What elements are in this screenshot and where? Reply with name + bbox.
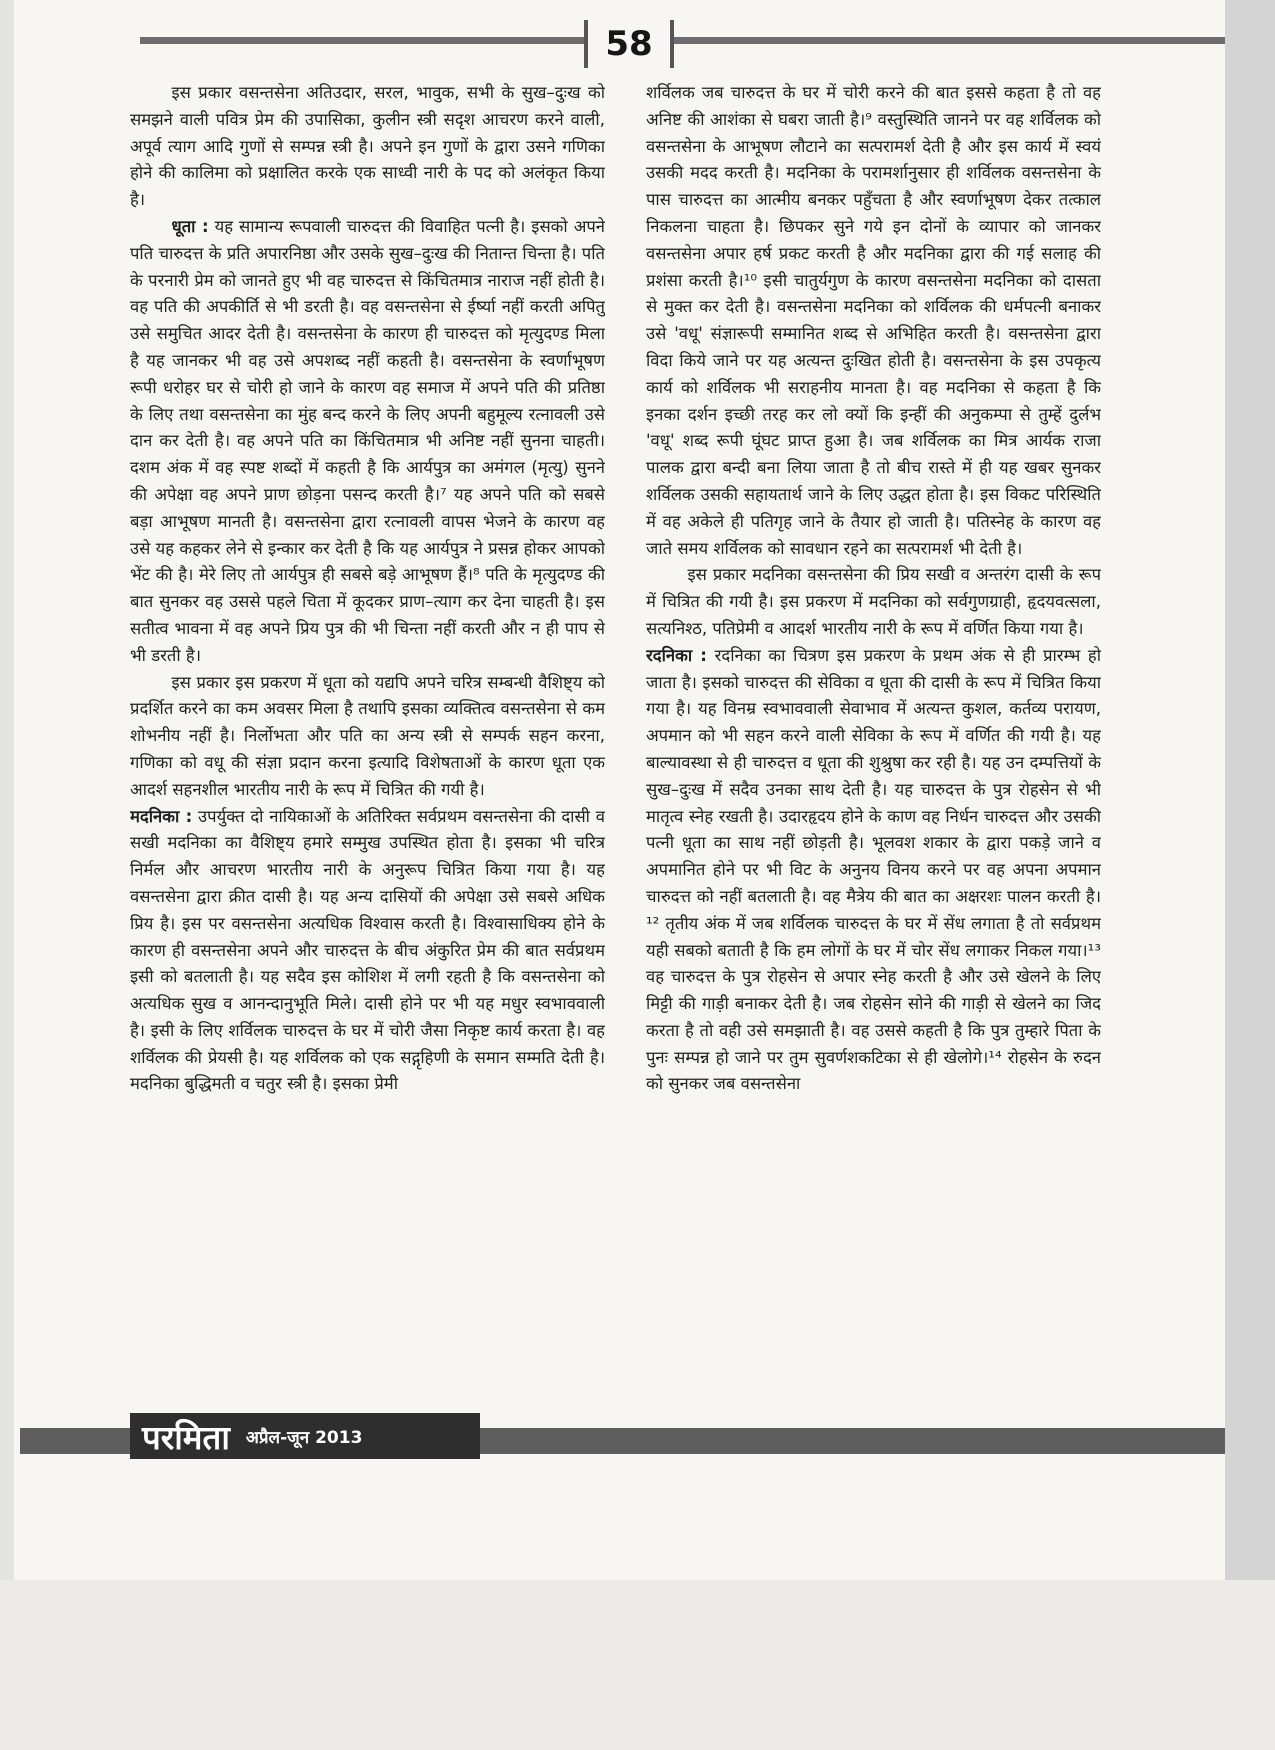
footer-brand bbox=[130, 1413, 480, 1459]
paragraph-text: शर्विलक जब चारुदत्त के घर में चोरी करने की बात इससे कहता है तो वह अनिष्ट की आशंका से घबरा जाती है।⁹ वस्तुस्थिति जानने पर वह शर्विलक को वसन्तसेना के आभूषण लौटाने का सत्परामर्श देती है और इस कार्य में स्वयं उसकी मदद करती है। मदनिका के परामर्शानुसार ही शर्विलक वसन्तसेना के पास चारुदत्त का आत्मीय बनकर पहुँचता है और स्वर्णाभूषण देकर तत्काल निकलना चाहता है। छिपकर सुने गये इन दोनों के व्यापार को जानकर वसन्तसेना अपार हर्ष प्रकट करती है और मदनिका द्वारा की गई सलाह की प्रशंसा करती है।¹⁰ इसी चातुर्यगुण के कारण वसन्तसेना मदनिका को दासता से मुक्त कर देती है। वसन्तसेना मदनिका को शर्विलक की धर्मपत्नी बनाकर उसे 'वधू' संज्ञारूपी सम्मानित शब्द से अभिहित करती है। वसन्तसेना द्वारा विदा किये जाने पर यह अत्यन्त दुःखित होती है। वसन्तसेना के इस उपकृत्य कार्य को शर्विलक भी सराहनीय मानता है। वह मदनिका से कहता है कि इनका दर्शन इच्छी तरह कर लो क्यों कि इन्हीं की अनुकम्पा से तुम्हें दुर्लभ 'वधू' शब्द रूपी घूंघट प्राप्त हुआ है। जब शर्विलक का मित्र आर्यक राजा पालक द्वारा बन्दी बना लिया जाता है तो बीच रास्ते में ही यह खबर सुनकर शर्विलक उसकी सहायतार्थ जाने के लिए उद्धत होता है। इस विकट परिस्थिति में वह अकेले ही पतिगृह जाने के तैयार हो जाती है। पतिस्नेह के कारण वह जाते समय शर्विलक को सावधान रहने का सत्परामर्श भी देती है। bbox=[646, 83, 1101, 558]
paragraph bbox=[130, 670, 605, 804]
page-left-shadow bbox=[0, 0, 14, 1750]
paragraph-text: यह सामान्य रूपवाली चारुदत्त की विवाहित पत्नी है। इसको अपने पति चारुदत्त के प्रति अपारनिष्ठा और उसके सुख–दुःख की नितान्त चिन्ता है। पति के परनारी प्रेम को जानते हुए भी वह चारुदत्त से किंचितमात्र नाराज नहीं होती है। वह पति की अपकीर्ति से भी डरती है। वह वसन्तसेना से ईर्ष्या नहीं करती अपितु उसे समुचित आदर देती है। वसन्तसेना के कारण ही चारुदत्त को मृत्युदण्ड मिला है यह जानकर भी वह उसे अपशब्द नहीं कहती है। वसन्तसेना के स्वर्णाभूषण रूपी धरोहर घर से चोरी हो जाने के कारण वह समाज में अपने पति की प्रतिष्ठा के लिए तथा वसन्तसेना का मुंह बन्द करने के लिए अपनी बहुमूल्य रत्नावली उसे दान कर देती है। वह अपने पति का किंचितमात्र भी अनिष्ट नहीं सुनना चाहती। दशम अंक में वह स्पष्ट शब्दों में कहती है कि आर्यपुत्र का अमंगल (मृत्यु) सुनने की अपेक्षा वह अपने प्राण छोड़ना पसन्द करती है।⁷ यह अपने पति को सबसे बड़ा आभूषण मानती है। वसन्तसेना द्वारा रत्नावली वापस भेजने के कारण वह उसे यह कहकर लेने से इन्कार कर देती है कि यह आर्यपुत्र ने प्रसन्न होकर आपको भेंट की है। मेरे लिए तो आर्यपुत्र ही सबसे बड़े आभूषण हैं।⁸ पति के मृत्युदण्ड की बात सुनकर वह उससे पहले चिता में कूदकर प्राण–त्याग कर देना चाहती है। इस सतीत्व भावना में वह अपने प्रिय पुत्र की भी चिन्ता नहीं करती और न ही पाप से भी डरती है। bbox=[130, 216, 605, 665]
paragraph bbox=[646, 643, 1101, 1099]
issue-date: अप्रैल-जून 2013 bbox=[245, 1427, 363, 1448]
paragraph-text: उपर्युक्त दो नायिकाओं के अतिरिक्त सर्वप्रथम वसन्तसेना की दासी व सखी मदनिका का वैशिष्ट्य हमारे सम्मुख उपस्थित होता है। इसका भी चरित्र निर्मल और आचरण भारतीय नारी के अनुरूप चित्रित किया गया है। यह वसन्तसेना द्वारा क्रीत दासी है। यह अन्य दासियों की अपेक्षा उसे सबसे अधिक प्रिय है। इस पर वसन्तसेना अत्यधिक विश्वास करती है। विश्वासाधिक्य होने के कारण ही वसन्तसेना अपने और चारुदत्त के बीच अंकुरित प्रेम की बात सर्वप्रथम इसी को बतलाती है। यह सदैव इस कोशिश में लगी रहती है कि वसन्तसेना को अत्यधिक सुख व आनन्दानुभूति मिले। दासी होने पर भी यह मधुर स्वभाववाली है। इसी के लिए शर्विलक चारुदत्त के घर में चोरी जैसा निकृष्ट कार्य करता है। वह शर्विलक की प्रेयसी है। यह शर्विलक को एक सद्गृहिणी के समान सम्मति देती है। मदनिका बुद्धिमती व चतुर स्त्री है। इसका प्रेमी bbox=[130, 806, 605, 1094]
paragraph-text: इस प्रकार वसन्तसेना अतिउदार, सरल, भावुक, सभी के सुख–दुःख को समझने वाली पवित्र प्रेम की उपासिका, कुलीन स्त्री सदृश आचरण करने वाली, अपूर्व त्याग आदि गुणों से सम्पन्न स्त्री है। अपने इन गुणों के द्वारा उसने गणिका होने की कालिमा को प्रक्षालित करके एक साध्वी नारी के पद को अलंकृत किया है। bbox=[130, 83, 605, 210]
paragraph-term: धूता : bbox=[171, 216, 209, 236]
page-right-shadow bbox=[1225, 0, 1275, 1750]
paragraph bbox=[130, 804, 605, 1099]
paragraph bbox=[646, 80, 1101, 562]
paragraph-text: इस प्रकार मदनिका वसन्तसेना की प्रिय सखी व अन्तरंग दासी के रूप में चित्रित की गयी है। इस प्रकरण में मदनिका को सर्वगुणग्राही, हृदयवत्सला, सत्यनिश्ठ, पतिप्रेमी व आदर्श भारतीय नारी के रूप में वर्णित किया गया है। bbox=[646, 565, 1101, 638]
paragraph-text: इस प्रकार इस प्रकरण में धूता को यद्यपि अपने चरित्र सम्बन्धी वैशिष्ट्य को प्रदर्शित करने का कम अवसर मिला है तथापि इसका व्यक्तित्व वसन्तसेना से कम शोभनीय नहीं है। निर्लोभता और पति का अन्य स्त्री से सम्पर्क सहन करना, गणिका को वधू की संज्ञा प्रदान करना इत्यादि विशेषताओं के कारण धूता एक आदर्श सहनशील भारतीय नारी के रूप में चित्रित की गयी है। bbox=[130, 672, 605, 799]
paragraph-term: रदनिका : bbox=[646, 645, 707, 665]
header-rule-left bbox=[140, 37, 588, 44]
right-column bbox=[646, 80, 1101, 1280]
left-column bbox=[130, 80, 605, 1280]
page-bottom-margin bbox=[0, 1580, 1275, 1750]
magazine-logo: परमिता bbox=[142, 1417, 230, 1457]
paragraph bbox=[130, 80, 605, 214]
header-rule-right bbox=[672, 37, 1225, 44]
paragraph-text: रदनिका का चित्रण इस प्रकरण के प्रथम अंक से ही प्रारम्भ हो जाता है। इसको चारुदत्त की सेविका व धूता की दासी के रूप में चित्रित किया गया है। यह विनम्र स्वभाववाली सेवाभाव में अत्यन्त कुशल, कर्तव्य परायण, अपमान को भी सहन करने वाली सेविका के रूप में वर्णित की गयी है। यह बाल्यावस्था से ही चारुदत्त व धूता की शुश्रुषा कर रही है। यह उन दम्पत्तियों के सुख–दुःख में सदैव उनका साथ देती है। यह चारुदत्त के पुत्र रोहसेन से भी मातृत्व स्नेह रखती है। उदारहृदय होने के काण वह निर्धन चारुदत्त और उसकी पत्नी धूता का साथ नहीं छोड़ती है। भूलवश शकार के द्वारा पकड़े जाने व अपमानित होने पर भी विट के अनुनय विनय करने पर वह अपना अपमान चारुदत्त को नहीं बतलाती है। वह मैत्रेय की बात का अक्षरशः पालन करती है।¹² तृतीय अंक में जब शर्विलक चारुदत्त के घर में सेंध लगाता है तो सर्वप्रथम यही सबको बताती है कि हम लोगों के घर में चोर सेंध लगाकर निकल गया।¹³ वह चारुदत्त के पुत्र रोहसेन से अपार स्नेह करती है और उसे खेलने के लिए मिट्टी की गाड़ी बनाकर देती है। जब रोहसेन सोने की गाड़ी से खेलने का जिद करता है तो वही उसे समझाती है। वह उससे कहती है कि पुत्र तुम्हारे पिता के पुनः सम्पन्न हो जाने पर तुम सुवर्णशकटिका से ही खेलोगे।¹⁴ रोहसेन के रुदन को सुनकर जब वसन्तसेना bbox=[646, 645, 1101, 1094]
paragraph bbox=[130, 214, 605, 670]
paragraph-term: मदनिका : bbox=[130, 806, 193, 826]
page-number: 58 bbox=[584, 20, 674, 68]
paragraph bbox=[646, 562, 1101, 642]
